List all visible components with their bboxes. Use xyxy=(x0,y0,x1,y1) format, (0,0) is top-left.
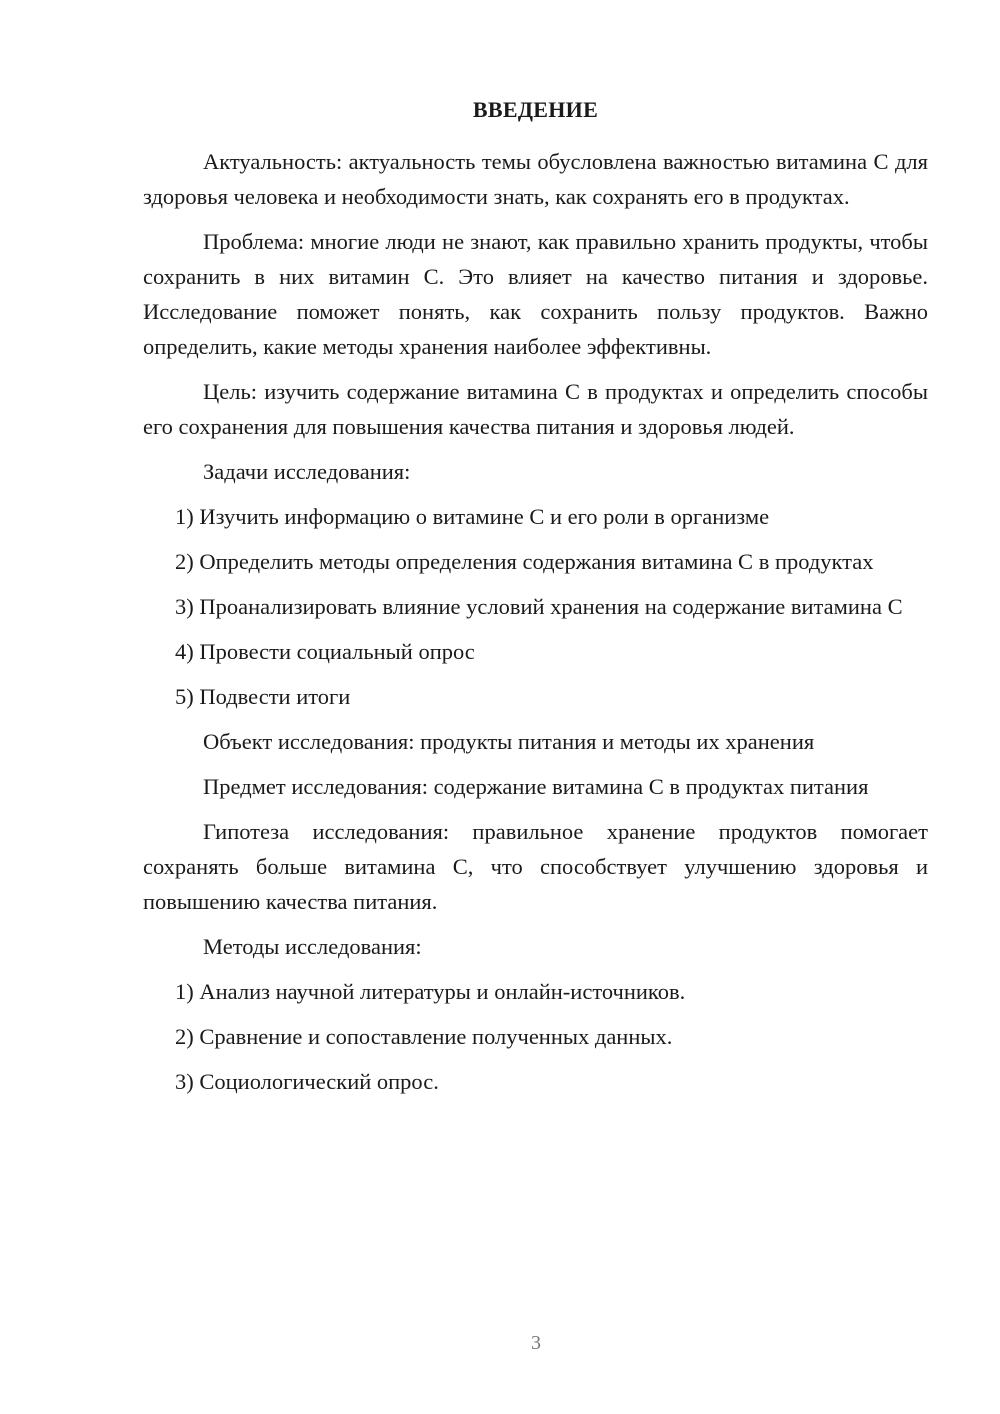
tasks-title: Задачи исследования: xyxy=(203,459,411,484)
goal-paragraph: Цель: изучить содержание витамина С в продуктах и определить способы его сохранения для повышения качества питания и здоровья людей. xyxy=(143,379,928,439)
page-number: 3 xyxy=(531,1332,541,1354)
subject-paragraph: Предмет исследования: содержание витамина С в продуктах питания xyxy=(203,774,869,799)
problem-paragraph: Проблема: многие люди не знают, как правильно хранить продукты, чтобы сохранить в них витамин С. Это влияет на качество питания и здоровье. Исследование поможет понять, как сохранить пользу продуктов. Важно определить, какие методы хранения наиболее эффективны. xyxy=(143,229,928,359)
task-item: 5) Подвести итоги xyxy=(175,684,351,709)
method-item: 1) Анализ научной литературы и онлайн-источников. xyxy=(175,979,686,1004)
task-item: 3) Проанализировать влияние условий хранения на содержание витамина С xyxy=(175,594,903,619)
method-item: 2) Сравнение и сопоставление полученных данных. xyxy=(175,1024,673,1049)
page-content xyxy=(143,92,928,1109)
object-paragraph: Объект исследования: продукты питания и методы их хранения xyxy=(203,729,815,754)
methods-title: Методы исследования: xyxy=(203,934,422,959)
task-item: 2) Определить методы определения содержания витамина С в продуктах xyxy=(175,549,874,574)
hypothesis-paragraph: Гипотеза исследования: правильное хранение продуктов помогает сохранять больше витамина С, что способствует улучшению здоровья и повышению качества питания. xyxy=(143,819,928,914)
relevance-paragraph: Актуальность: актуальность темы обусловлена важностью витамина С для здоровья человека и необходимости знать, как сохранять его в продуктах. xyxy=(143,149,928,209)
task-item: 1) Изучить информацию о витамине С и его роли в организме xyxy=(175,504,770,529)
method-item: 3) Социологический опрос. xyxy=(175,1069,439,1094)
task-item: 4) Провести социальный опрос xyxy=(175,639,475,664)
section-heading: ВВЕДЕНИЕ xyxy=(472,97,599,122)
